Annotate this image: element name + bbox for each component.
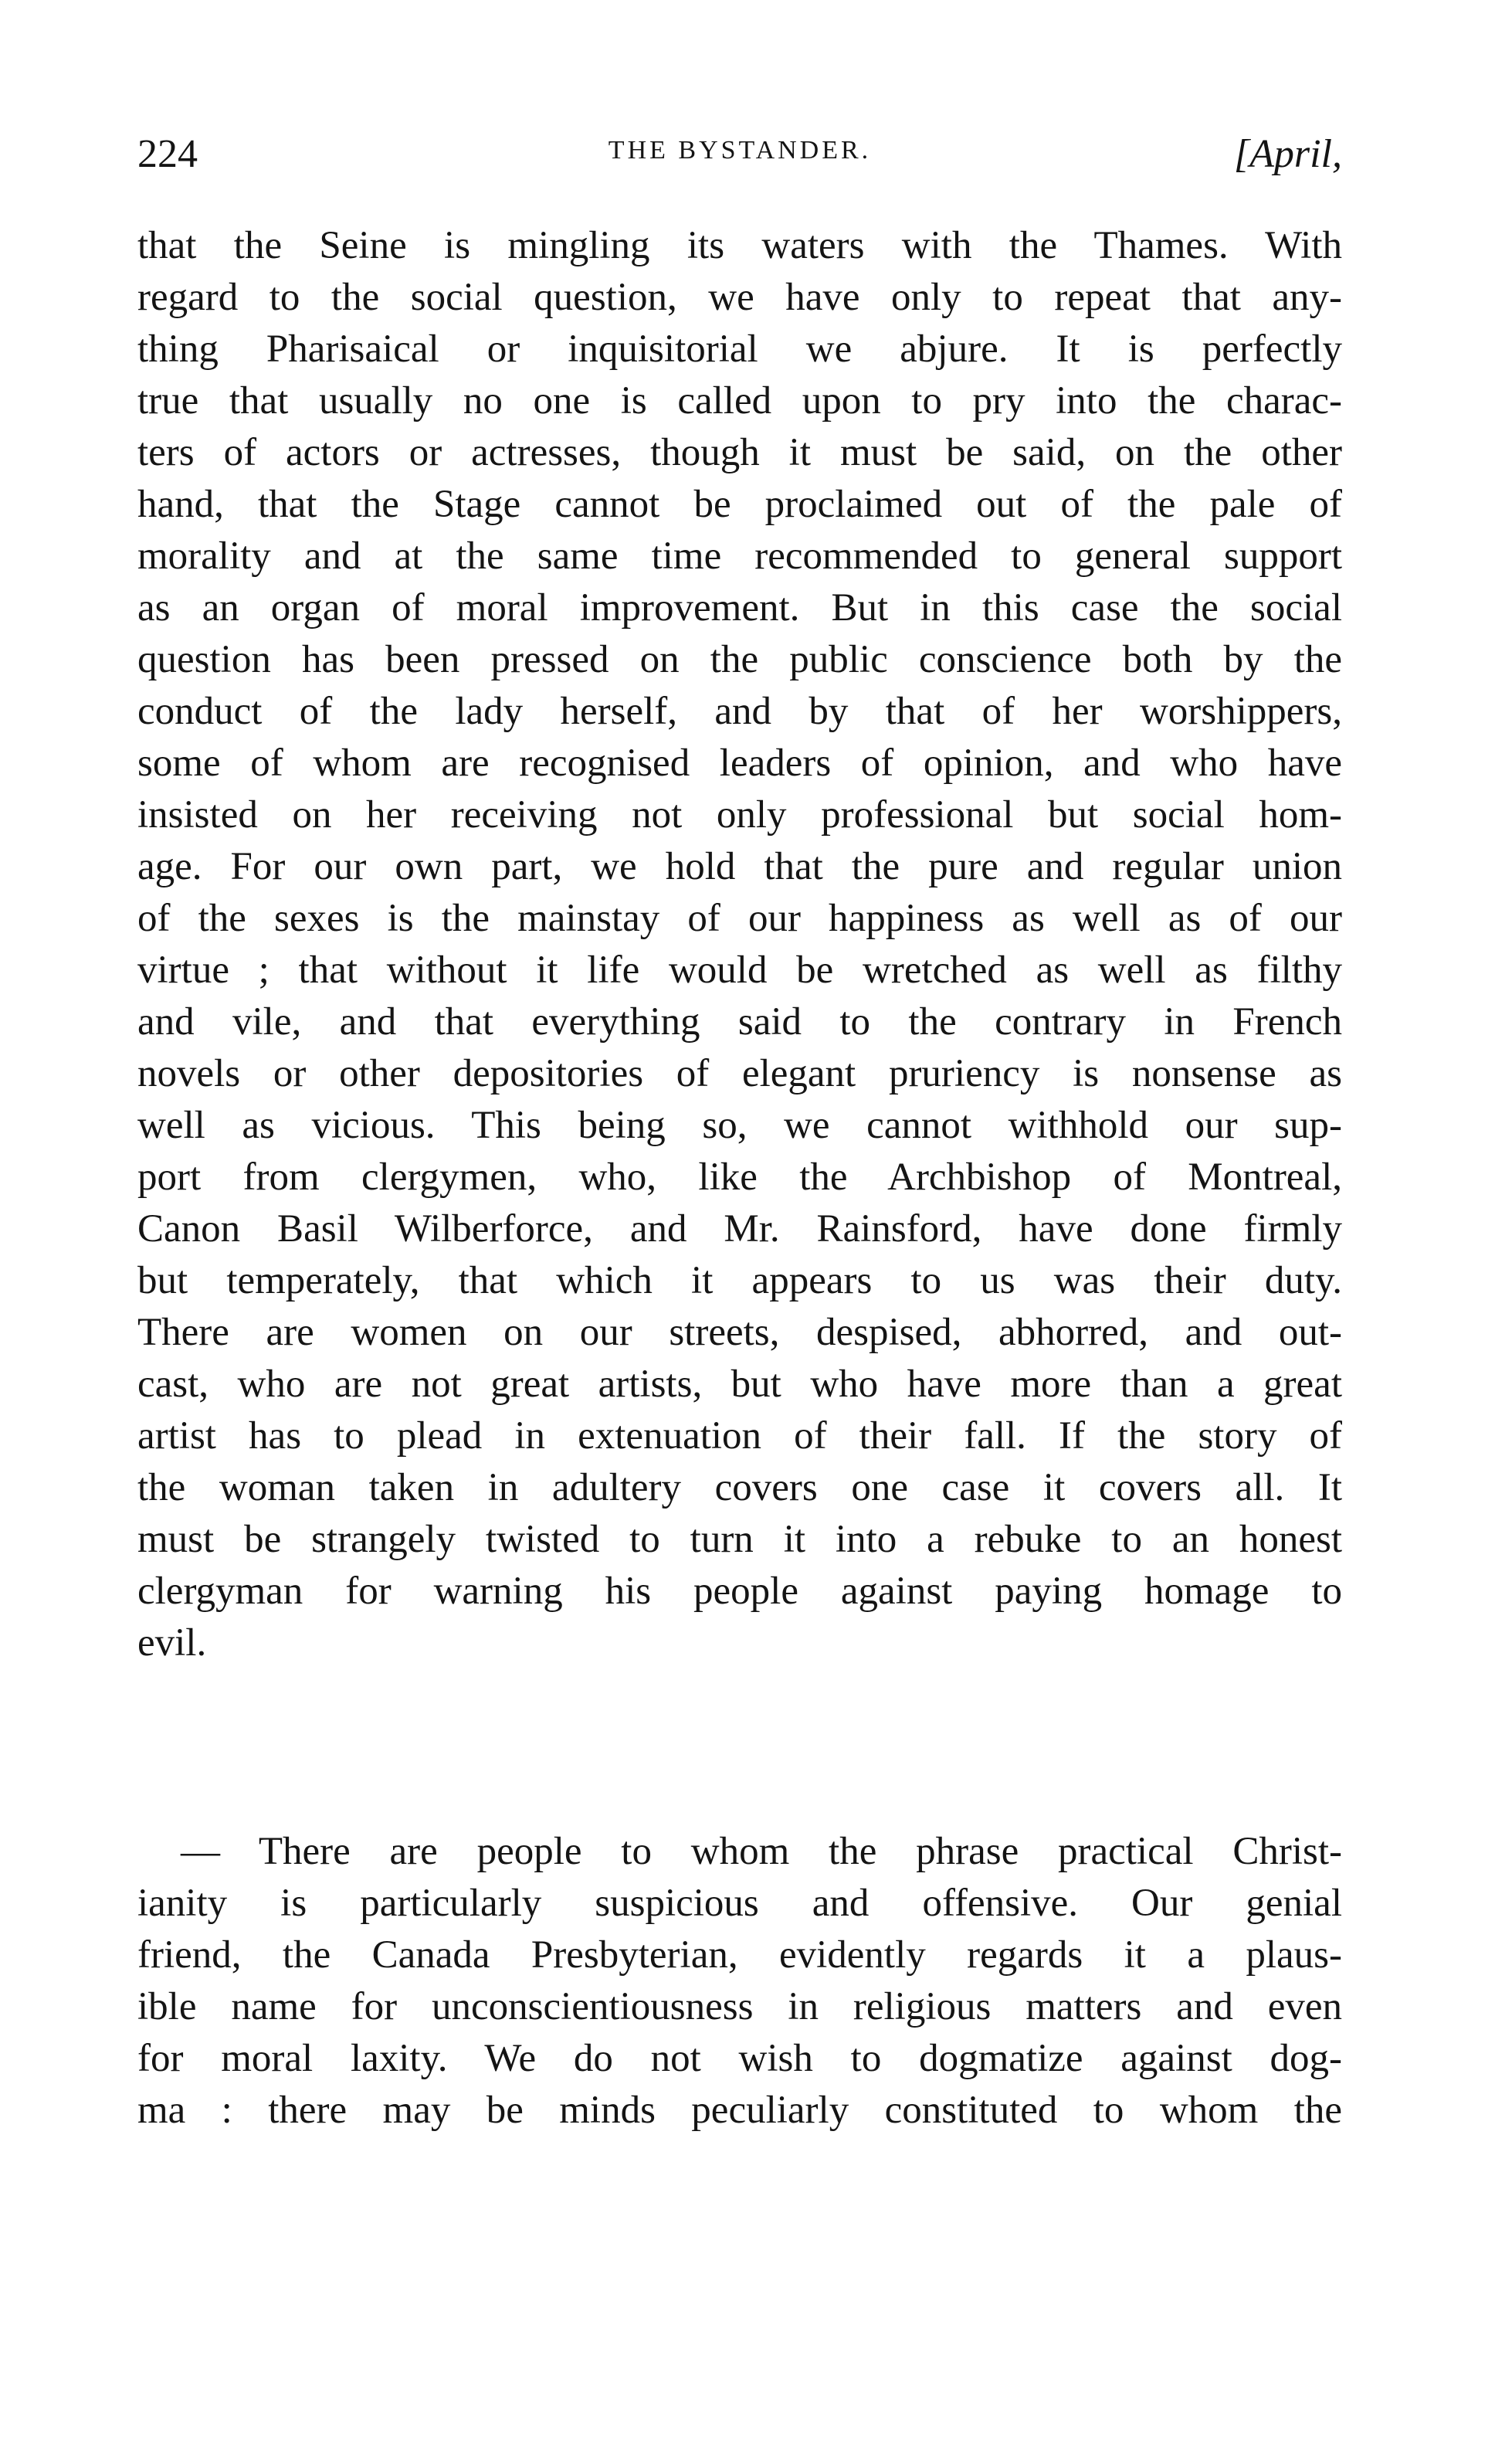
text-line: thing Pharisaical or inquisitorial we abjure. It is perfectly xyxy=(137,328,1342,371)
text-line: ianity is particularly suspicious and offensive. Our genial xyxy=(137,1882,1342,1925)
paragraph-2 xyxy=(137,1826,1342,2136)
running-title: THE BYSTANDER. xyxy=(608,136,872,165)
text-line: morality and at the same time recommended to general support xyxy=(137,535,1342,578)
text-line: age. For our own part, we hold that the pure and regular union xyxy=(137,845,1342,888)
text-line: — There are people to whom the phrase practical Christ- xyxy=(181,1830,1342,1873)
text-line: novels or other depositories of elegant pruriency is nonsense as xyxy=(137,1052,1342,1095)
text-line: There are women on our streets, despised, abhorred, and out- xyxy=(137,1311,1342,1354)
text-line: as an organ of moral improvement. But in this case the social xyxy=(137,586,1342,630)
text-line: evil. xyxy=(137,1621,207,1665)
text-line: Canon Basil Wilberforce, and Mr. Rainsford, have done firmly xyxy=(137,1207,1342,1251)
text-line: virtue ; that without it life would be wretched as well as filthy xyxy=(137,949,1342,992)
text-line: and vile, and that everything said to the contrary in French xyxy=(137,1000,1342,1044)
text-line: hand, that the Stage cannot be proclaimed out of the pale of xyxy=(137,483,1342,526)
text-line: cast, who are not great artists, but who have more than a great xyxy=(137,1363,1342,1406)
paragraph-1 xyxy=(137,220,1342,1669)
text-line: insisted on her receiving not only professional but social hom- xyxy=(137,793,1342,837)
text-line: ters of actors or actresses, though it must be said, on the other xyxy=(137,431,1342,474)
running-head xyxy=(137,131,1342,185)
text-line: but temperately, that which it appears to us was their duty. xyxy=(137,1259,1342,1302)
text-line: port from clergymen, who, like the Archbishop of Montreal, xyxy=(137,1156,1342,1199)
text-line: question has been pressed on the public conscience both by the xyxy=(137,638,1342,681)
running-date: [April, xyxy=(1233,132,1342,176)
text-line: some of whom are recognised leaders of opinion, and who have xyxy=(137,742,1342,785)
text-line: ible name for unconscientiousness in religious matters and even xyxy=(137,1985,1342,2028)
text-line: for moral laxity. We do not wish to dogmatize against dog- xyxy=(137,2037,1342,2080)
text-line: the woman taken in adultery covers one case it covers all. It xyxy=(137,1466,1342,1509)
text-line: friend, the Canada Presbyterian, evidently regards it a plaus- xyxy=(137,1933,1342,1977)
text-line: ma : there may be minds peculiarly constituted to whom the xyxy=(137,2089,1342,2132)
text-line: regard to the social question, we have only to repeat that any- xyxy=(137,276,1342,319)
text-line: true that usually no one is called upon to pry into the charac- xyxy=(137,379,1342,423)
text-line: of the sexes is the mainstay of our happiness as well as of our xyxy=(137,897,1342,940)
page-number: 224 xyxy=(137,132,198,176)
text-line: artist has to plead in extenuation of their fall. If the story of xyxy=(137,1414,1342,1458)
text-line: well as vicious. This being so, we cannot withhold our sup- xyxy=(137,1104,1342,1147)
text-line: conduct of the lady herself, and by that of her worshippers, xyxy=(137,690,1342,733)
text-line: must be strangely twisted to turn it into a rebuke to an honest xyxy=(137,1518,1342,1561)
text-line: clergyman for warning his people against paying homage to xyxy=(137,1570,1342,1613)
text-line: that the Seine is mingling its waters with the Thames. With xyxy=(137,224,1342,267)
